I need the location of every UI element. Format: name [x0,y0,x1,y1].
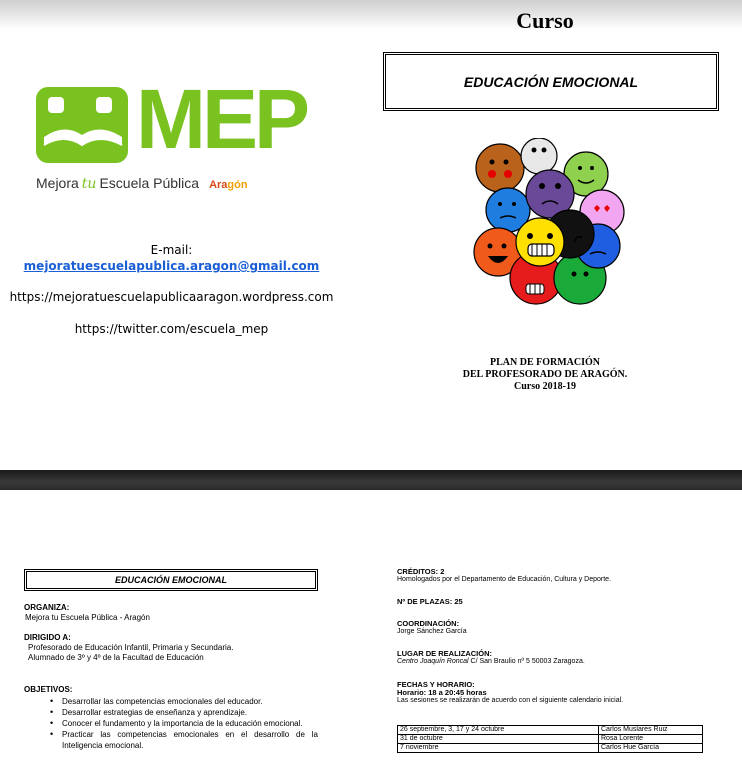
fechas-note: Las sesiones se realizarán de acuerdo con el siguiente calendario inicial. [397,697,624,704]
table-row [398,744,703,753]
course-name-box [383,52,719,111]
dirigido-line-1: Profesorado de Educación Infantil, Primaria y Secundaria. [28,643,234,652]
dirigido-line-2: Alumnado de 3º y 4º de la Facultad de Educación [28,653,204,662]
lugar-section [397,650,585,666]
calendar-speaker: Rosa Lorente [599,735,703,744]
logo-tagline [36,175,248,192]
lugar-address: C/ San Braulio nº 5 50003 Zaragoza. [468,658,585,665]
table-row [398,735,703,744]
coordinacion-text: Jorge Sánchez García [397,628,467,635]
calendar-dates: 7 noviembre [398,744,599,753]
organiza-text: Mejora tu Escuela Pública - Aragón [25,613,150,622]
email-block [0,243,343,273]
plan-line-1: PLAN DE FORMACIÓN [490,357,600,368]
course-name: EDUCACIÓN EMOCIONAL [463,73,639,90]
tagline-tu: tu [81,176,97,192]
list-item: • Desarrollar las competencias emocionales del educador. [50,696,318,707]
table-row [398,726,703,735]
objetivos-list [50,696,318,751]
calendar-table [397,725,703,753]
organiza-section [24,603,150,623]
book-icon [36,83,132,165]
mep-logo-mark [36,72,307,166]
twitter-link[interactable]: https://twitter.com/escuela_mep [74,322,269,336]
horario-text: Horario: 18 a 20:45 horas [397,688,487,697]
emotion-faces-illustration [470,138,626,308]
top-shadow [0,0,742,30]
organiza-heading: ORGANIZA: [24,603,70,612]
list-item: • Conocer el fundamento y la importancia de la educación emocional. [50,718,318,729]
tagline-region-a: Ara [209,179,228,191]
fechas-section [397,681,623,705]
plan-line-3: Curso 2018-19 [514,381,576,392]
coordinacion-section [397,620,467,636]
creditos-section [397,568,611,584]
mep-logo [36,72,307,193]
dirigido-heading: DIRIGIDO A: [24,633,71,642]
course-name-small: EDUCACIÓN EMOCIONAL [115,575,227,585]
email-link[interactable]: mejoratuescuelapublica.aragon@gmail.com [23,259,320,273]
page-title: Curso [516,8,574,33]
lugar-place: Centro Joaquín Roncal [397,658,469,665]
objetivos-heading: OBJETIVOS: [24,685,73,694]
course-name-box-small [24,569,318,591]
details-page [0,490,742,767]
dirigido-section [24,633,233,663]
calendar-speaker: Carlos Hue García [599,744,703,753]
website-link[interactable]: https://mejoratuescuelapublicaaragon.wordpress.com [9,290,334,304]
plan-caption [440,357,650,393]
coordinacion-heading: COORDINACIÓN: [397,619,460,628]
logo-acronym: MEP [136,72,307,166]
list-item: • Desarrollar estrategias de enseñanza y aprendizaje. [50,707,318,718]
tagline-mejora: Mejora [36,175,79,191]
page-divider [0,470,742,490]
list-item: • Practicar las competencias emocionales en el desarrollo de la Inteligencia emocional. [50,729,318,751]
calendar-speaker: Carlos Muslares Ruiz [599,726,703,735]
plan-line-2: DEL PROFESORADO DE ARAGÓN. [462,369,628,380]
creditos-heading: CRÉDITOS: 2 [397,567,445,576]
tagline-escuela: Escuela Pública [99,175,200,191]
tagline-region-b: gón [227,179,248,191]
calendar-dates: 26 septiembre, 3, 17 y 24 octubre [398,726,599,735]
plazas-heading: Nº DE PLAZAS: 25 [397,597,463,606]
fechas-heading: FECHAS Y HORARIO: [397,680,475,689]
plazas-section [397,598,463,606]
calendar-dates: 31 de octubre [398,735,599,744]
email-label: E-mail: [150,243,193,257]
lugar-heading: LUGAR DE REALIZACIÓN: [397,649,492,658]
creditos-text: Homologados por el Departamento de Educación, Cultura y Deporte. [397,576,612,583]
